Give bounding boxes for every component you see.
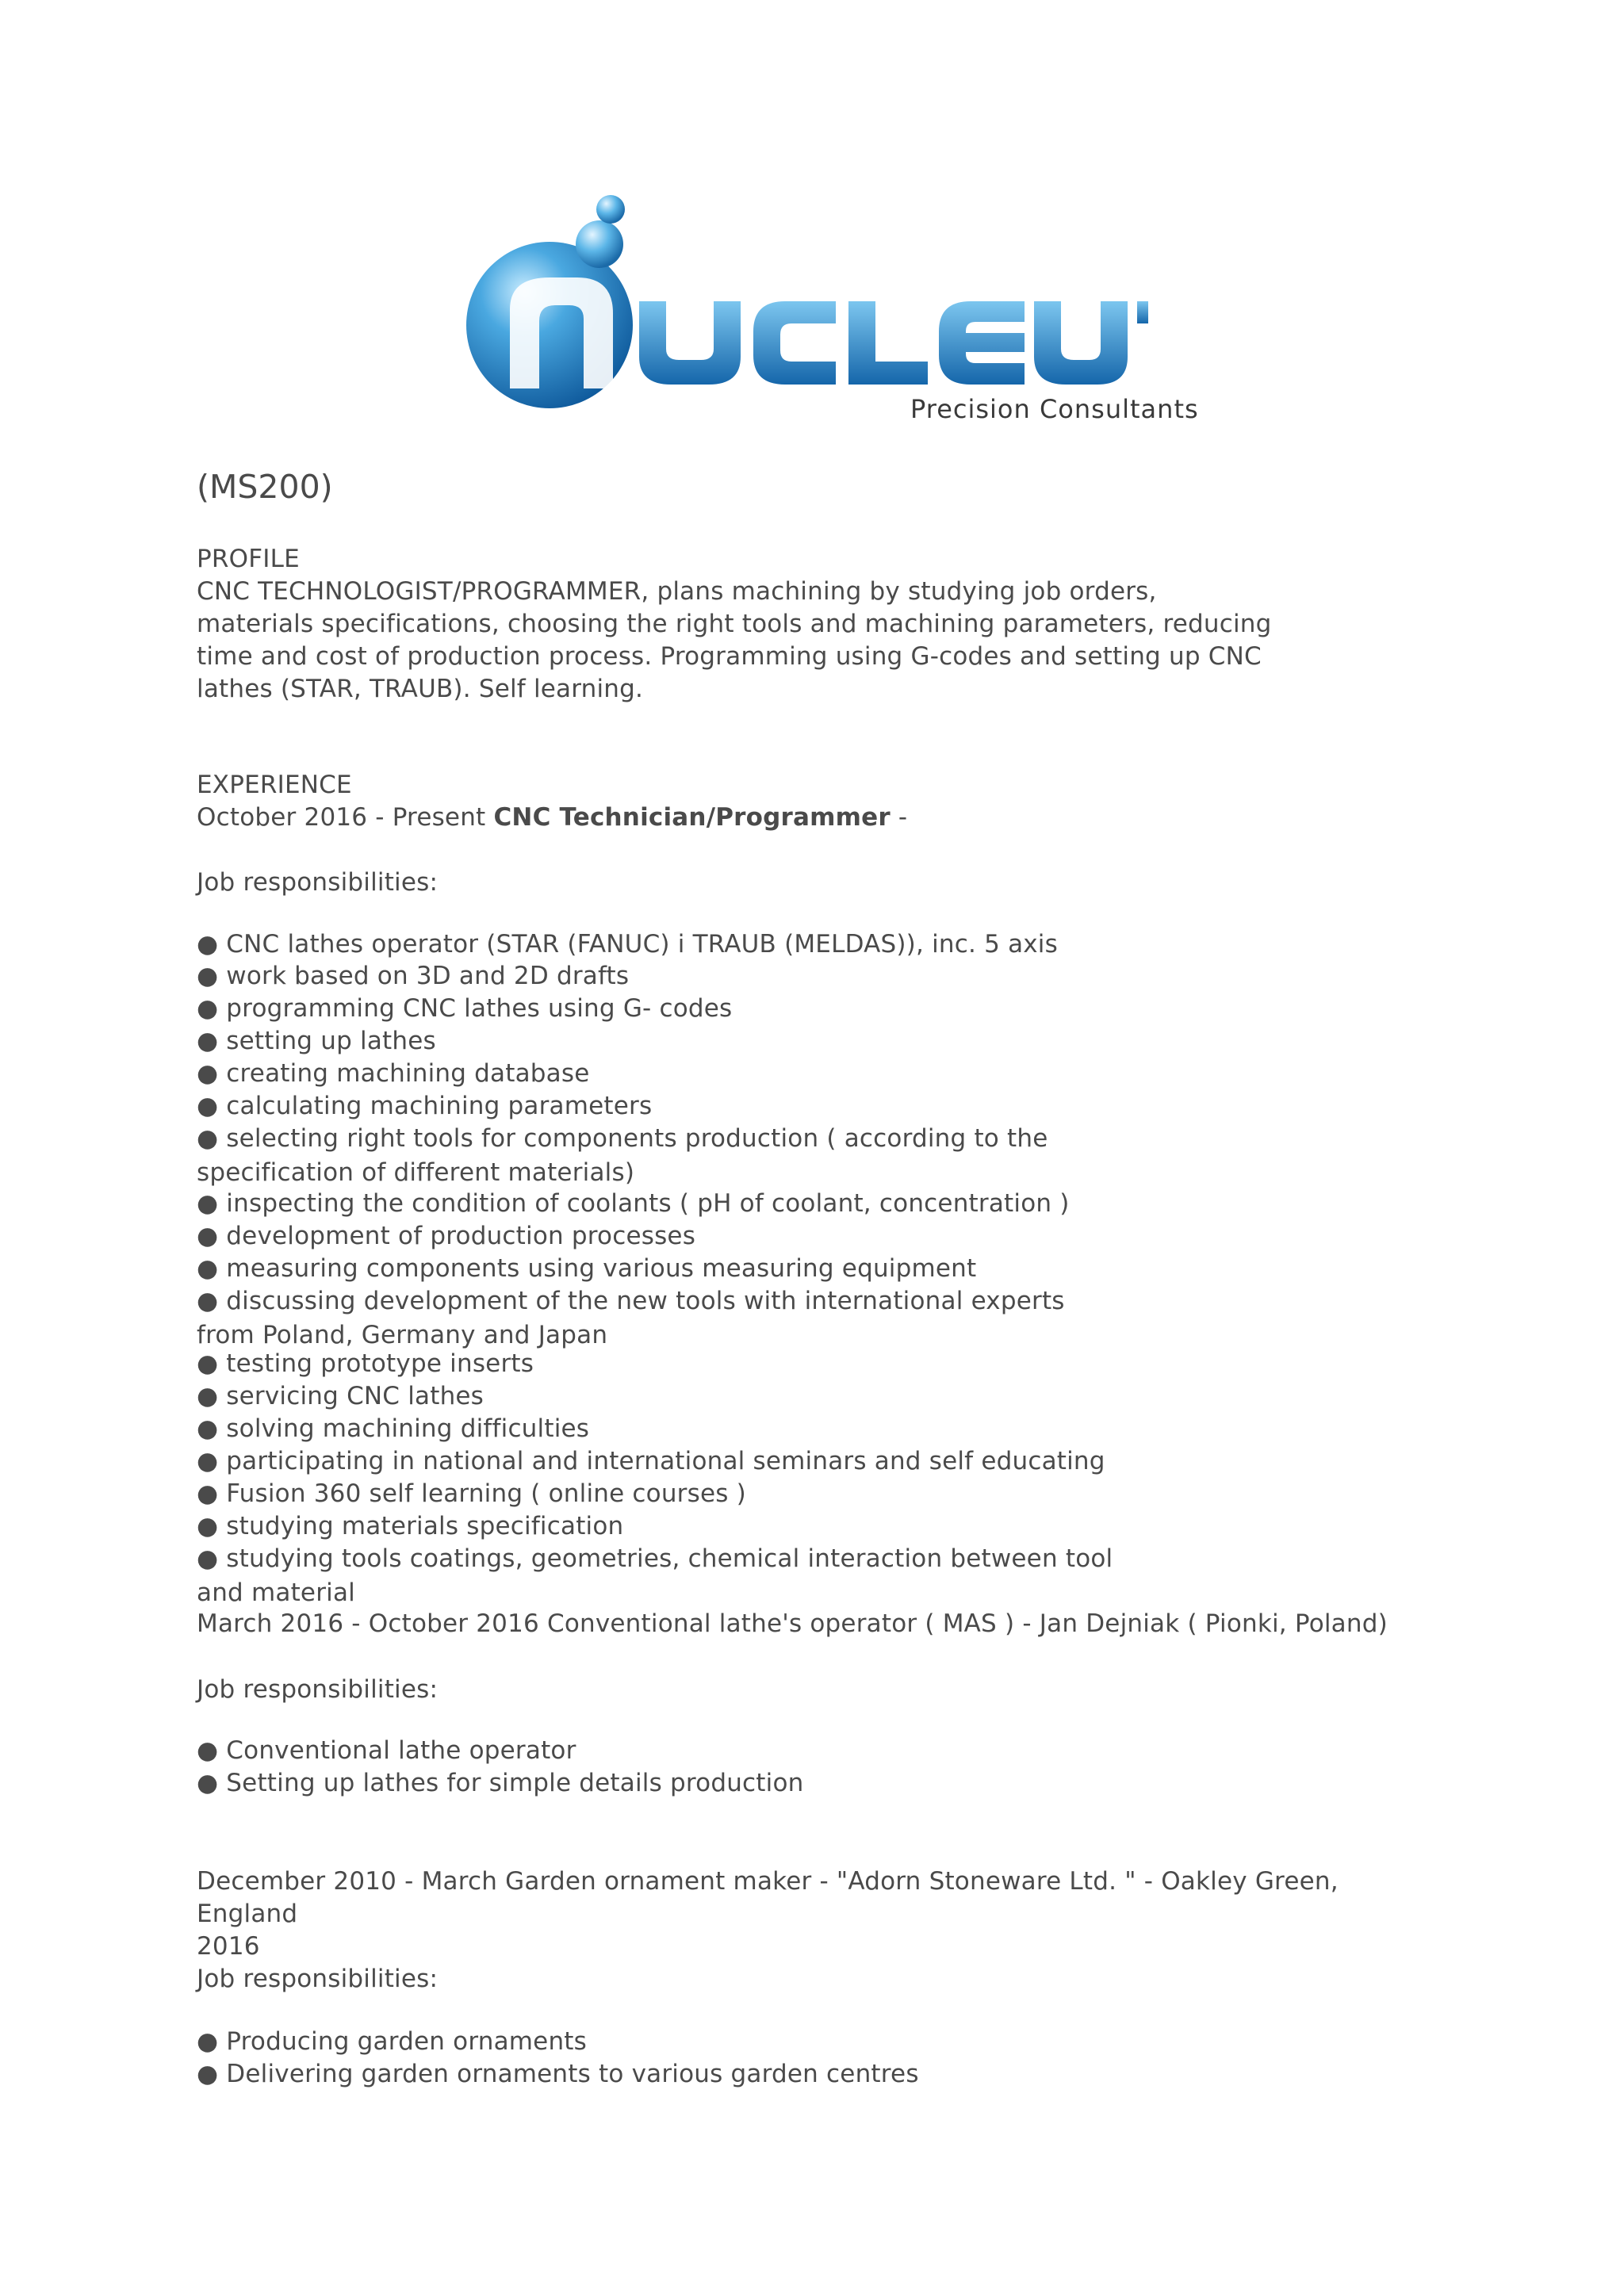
responsibility-item: ● calculating machining parameters <box>197 1092 653 1120</box>
responsibility-item: ● Fusion 360 self learning ( online courses ) <box>197 1479 746 1508</box>
responsibility-item: ● work based on 3D and 2D drafts <box>197 962 630 990</box>
reference-code: (MS200) <box>197 468 333 506</box>
responsibility-item: ● discussing development of the new tools with international experts <box>197 1287 1065 1315</box>
profile-line: time and cost of production process. Programming using G-codes and setting up CNC <box>197 642 1262 671</box>
responsibility-item: specification of different materials) <box>197 1158 635 1187</box>
logo-letter-s <box>1137 301 1148 323</box>
responsibilities-label: Job responsibilities: <box>197 1965 439 1993</box>
profile-line: CNC TECHNOLOGIST/PROGRAMMER, plans machining by studying job orders, <box>197 577 1157 606</box>
responsibility-item: ● Setting up lathes for simple details production <box>197 1769 804 1797</box>
job-header <box>197 802 907 833</box>
responsibilities-label: Job responsibilities: <box>197 1675 439 1704</box>
profile-heading: PROFILE <box>197 545 300 573</box>
job-title: CNC Technician/Programmer <box>493 803 891 832</box>
responsibility-item: ● Conventional lathe operator <box>197 1736 576 1765</box>
responsibility-item: ● Delivering garden ornaments to various garden centres <box>197 2060 919 2088</box>
experience-heading: EXPERIENCE <box>197 771 352 799</box>
responsibility-item: ● CNC lathes operator (STAR (FANUC) i TRAUB (MELDAS)), inc. 5 axis <box>197 930 1058 959</box>
profile-line: materials specifications, choosing the right tools and machining parameters, reducing <box>197 610 1272 638</box>
responsibility-item: ● development of production processes <box>197 1222 696 1250</box>
job-suffix: - <box>890 803 908 832</box>
responsibility-item: ● selecting right tools for components production ( according to the <box>197 1124 1048 1153</box>
responsibility-item: ● studying materials specification <box>197 1512 624 1540</box>
responsibility-item: ● inspecting the condition of coolants ( pH of coolant, concentration ) <box>197 1189 1070 1218</box>
logo-sphere-medium <box>576 220 623 268</box>
responsibility-item: ● creating machining database <box>197 1059 590 1088</box>
job-header: March 2016 - October 2016 Conventional lathe's operator ( MAS ) - Jan Dejniak ( Pionki, Poland) <box>197 1609 1388 1638</box>
responsibility-item: ● participating in national and international seminars and self educating <box>197 1447 1105 1475</box>
job-header: England <box>197 1900 298 1928</box>
logo-wordmark <box>639 301 1128 385</box>
responsibilities-label: Job responsibilities: <box>197 868 439 897</box>
responsibility-item: and material <box>197 1578 355 1607</box>
responsibility-item: ● setting up lathes <box>197 1027 436 1055</box>
responsibility-item: ● testing prototype inserts <box>197 1349 534 1378</box>
job-header: December 2010 - March Garden ornament maker - "Adorn Stoneware Ltd. " - Oakley Green, <box>197 1867 1339 1896</box>
responsibility-item: ● servicing CNC lathes <box>197 1382 485 1410</box>
company-logo <box>466 190 1199 428</box>
logo-sphere-small <box>596 195 625 224</box>
job-header: 2016 <box>197 1932 260 1961</box>
responsibility-item: ● programming CNC lathes using G- codes <box>197 994 733 1023</box>
job-dates: October 2016 - Present <box>197 803 494 832</box>
responsibility-item: ● measuring components using various measuring equipment <box>197 1254 977 1283</box>
responsibility-item: ● studying tools coatings, geometries, chemical interaction between tool <box>197 1544 1113 1573</box>
responsibility-item: ● solving machining difficulties <box>197 1414 590 1443</box>
profile-line: lathes (STAR, TRAUB). Self learning. <box>197 675 644 703</box>
responsibility-item: ● Producing garden ornaments <box>197 2027 588 2056</box>
responsibility-item: from Poland, Germany and Japan <box>197 1321 608 1349</box>
logo-tagline: Precision Consultants <box>910 394 1199 424</box>
